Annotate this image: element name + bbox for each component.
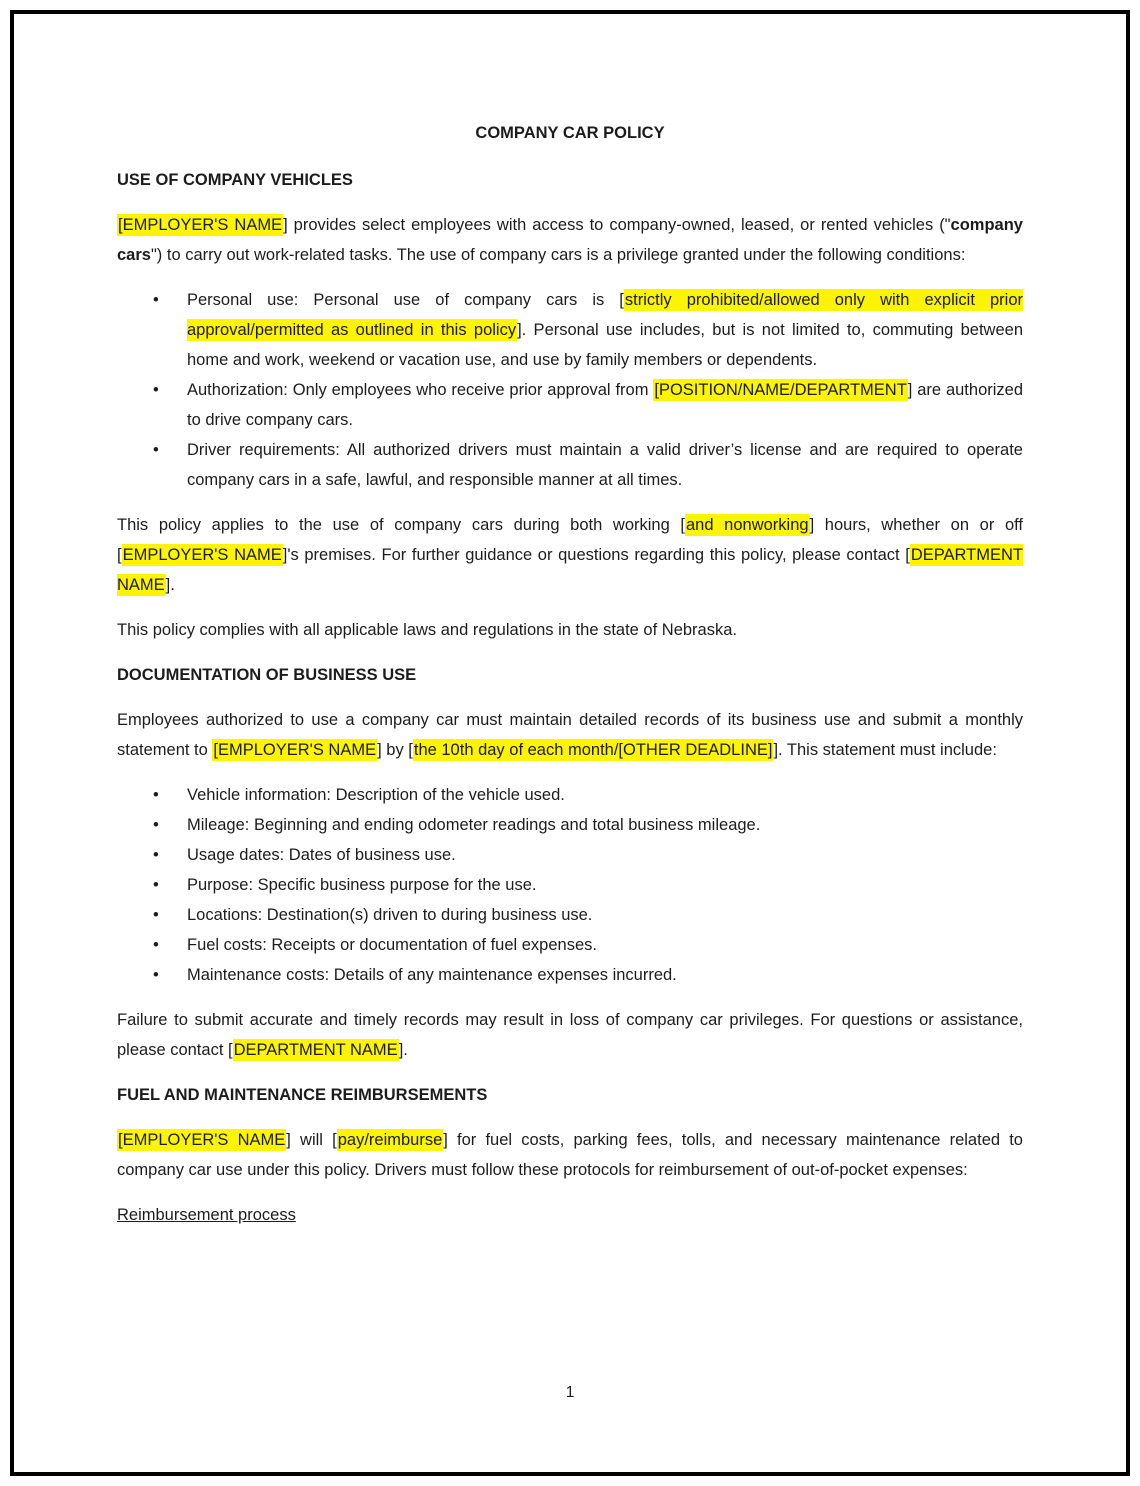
document-content: [117, 118, 1023, 1245]
para-reimbursement-intro: [EMPLOYER'S NAME] will [pay/reimburse] for fuel costs, parking fees, tolls, and necessary maintenance related to company car use under this policy. Drivers must follow these protocols for reimbursement of out-of-pocket expenses:: [117, 1131, 1023, 1179]
bullet-item: • Locations: Destination(s) driven to during business use.: [117, 900, 1023, 930]
para-failure-to-submit: Failure to submit accurate and timely records may result in loss of company car privileges. For questions or assistance, please contact [DEPARTMENT NAME].: [117, 1011, 1023, 1059]
heading-fuel-and-maintenance-reimbursements: FUEL AND MAINTENANCE REIMBURSEMENTS: [117, 1086, 488, 1104]
heading-documentation-of-business-use: DOCUMENTATION OF BUSINESS USE: [117, 666, 417, 684]
bullet-item: • Usage dates: Dates of business use.: [117, 840, 1023, 870]
highlighted-placeholder: [EMPLOYER'S NAME: [213, 741, 377, 759]
bullet-item: • Driver requirements: All authorized drivers must maintain a valid driver’s license and are required to operate company cars in a safe, lawful, and responsible manner at all times.: [117, 435, 1023, 495]
bullet-item: • Purpose: Specific business purpose for the use.: [117, 870, 1023, 900]
doc-body: [117, 165, 1023, 1230]
highlighted-placeholder: [POSITION/NAME/DEPARTMENT: [654, 381, 907, 399]
heading-use-of-company-vehicles: USE OF COMPANY VEHICLES: [117, 171, 353, 189]
page-number: 1: [565, 1384, 575, 1401]
highlighted-placeholder: EMPLOYER'S NAME: [122, 546, 282, 564]
bullet-item: • Fuel costs: Receipts or documentation of fuel expenses.: [117, 930, 1023, 960]
para-compliance: This policy complies with all applicable laws and regulations in the state of Nebraska.: [117, 621, 737, 639]
para-records: Employees authorized to use a company car must maintain detailed records of its business use and submit a monthly statement to [EMPLOYER'S NAME] by [the 10th day of each month/[OTHER DEADLINE]]. This statement must include:: [117, 711, 1023, 759]
highlighted-placeholder: [EMPLOYER'S NAME: [118, 1131, 286, 1149]
highlighted-placeholder: strictly prohibited/allowed only with explicit prior approval/permitted as outlined in this policy: [187, 291, 1023, 339]
highlighted-placeholder: DEPARTMENT NAME: [233, 1041, 398, 1059]
bullet-item: • Personal use: Personal use of company cars is [strictly prohibited/allowed only with explicit prior approval/permitted as outlined in this policy]. Personal use includes, but is not limited to, commuting between home and work, weekend or vacation use, and use by family members or dependents.: [117, 285, 1023, 375]
subheading-reimbursement-process: Reimbursement process: [117, 1206, 296, 1224]
highlighted-placeholder: and nonworking: [686, 516, 809, 534]
highlighted-placeholder: [EMPLOYER'S NAME: [118, 216, 283, 234]
highlighted-placeholder: pay/reimburse: [337, 1131, 443, 1149]
bullet-item: • Mileage: Beginning and ending odometer readings and total business mileage.: [117, 810, 1023, 840]
bullet-list-conditions: [117, 285, 1023, 495]
highlighted-placeholder: the 10th day of each month/[OTHER DEADLINE]: [413, 741, 773, 759]
doc-title: COMPANY CAR POLICY: [475, 124, 665, 142]
bullet-item: • Authorization: Only employees who receive prior approval from [POSITION/NAME/DEPARTMENT] are authorized to drive company cars.: [117, 375, 1023, 435]
bullet-item: • Maintenance costs: Details of any maintenance expenses incurred.: [117, 960, 1023, 990]
para-scope: This policy applies to the use of company cars during both working [and nonworking] hours, whether on or off [EMPLOYER'S NAME]'s premises. For further guidance or questions regarding this policy, please contact [DEPARTMENT NAME].: [117, 516, 1024, 594]
bullet-list-statement-items: [117, 780, 1023, 990]
bullet-item: • Vehicle information: Description of the vehicle used.: [117, 780, 1023, 810]
para-intro: [EMPLOYER'S NAME] provides select employees with access to company-owned, leased, or rented vehicles ("company cars") to carry out work-related tasks. The use of company cars is a privilege granted under the following conditions:: [117, 216, 1023, 264]
highlighted-placeholder: DEPARTMENT NAME: [117, 546, 1023, 594]
bold-text: company cars: [117, 216, 1023, 264]
